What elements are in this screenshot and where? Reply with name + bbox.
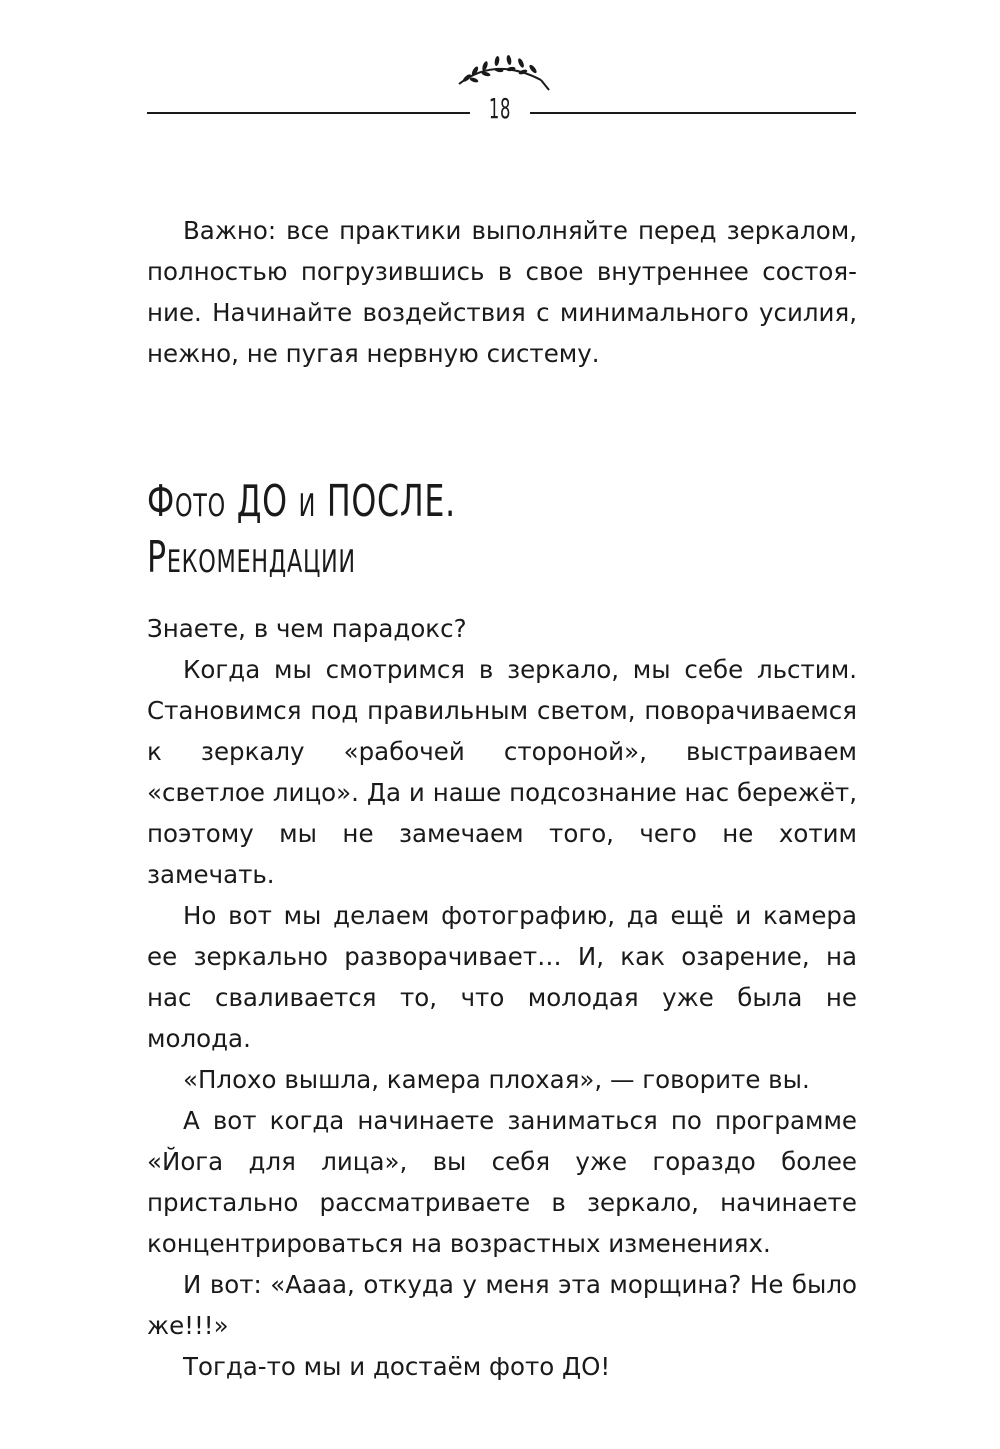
page-header [0, 50, 1000, 140]
body-paragraph: И вот: «Аааа, откуда у меня эта морщина? Не было же!!!» [147, 1270, 857, 1340]
header-rule-left [147, 112, 470, 114]
header-rule-right [530, 112, 856, 114]
page-content [147, 210, 857, 1387]
body-paragraph: А вот когда начинаете заниматься по программе «Йога для лица», вы себя уже гораздо более пристально рассматриваете в зеркало, начинаете концентрироваться на возрастных изменениях. [147, 1106, 857, 1258]
body-paragraph: Когда мы смотримся в зеркало, мы себе льстим. Становимся под правильным светом, поворачиваемся к зеркалу «рабочей стороной», выстраиваем «светлое лицо». Да и наше подсознание нас бережёт, поэтому мы не замечаем того, чего не хотим замечать. [147, 655, 857, 889]
section-title-line2: Рекомендации [147, 532, 356, 583]
body-paragraph: «Плохо вышла, камера плохая», — говорите вы. [183, 1065, 810, 1094]
page-number: 18 [488, 92, 512, 125]
intro-paragraph: Важно: все практики выполняйте перед зеркалом, полностью погрузившись в свое внутреннее состояние. Начинайте воздействия с минимального усилия, нежно, не пугая нервную систему. [147, 216, 857, 368]
body-paragraph: Но вот мы делаем фотографию, да ещё и камера ее зеркально разворачивает… И, как озарение, на нас сваливается то, что молодая уже была не молода. [147, 901, 857, 1053]
body-paragraph: Знаете, в чем парадокс? [147, 614, 467, 643]
section-heading [147, 474, 795, 586]
body-paragraph: Тогда-то мы и достаём фото ДО! [183, 1352, 611, 1381]
leafy-branch-icon [445, 50, 555, 94]
section-title-line1: Фото ДО и ПОСЛЕ. [147, 476, 456, 527]
